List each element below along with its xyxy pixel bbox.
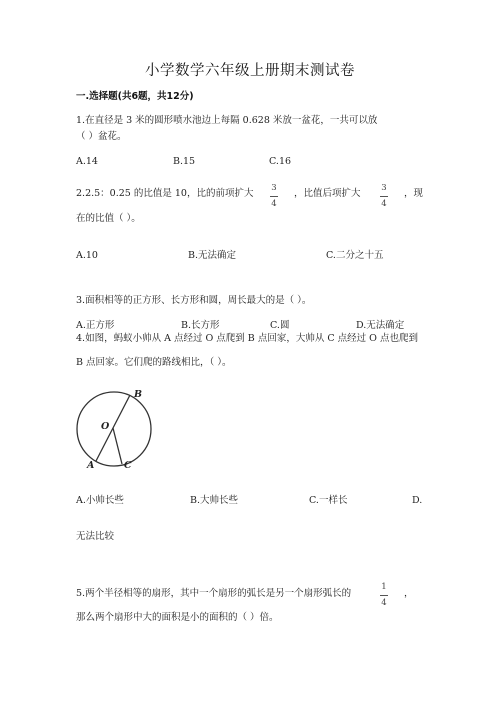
question-text: ，现	[404, 188, 424, 199]
option-b: B.长方形	[181, 320, 220, 331]
page-title: 小学数学六年级上册期末测试卷	[145, 63, 355, 79]
option-b: B.15	[173, 156, 196, 167]
section-heading: 一.选择题(共6题，共12分)	[76, 91, 194, 102]
fraction-bar	[380, 196, 388, 197]
question-text: 在的比值（ ）。	[76, 213, 141, 224]
question-text: 1.在直径是 3 米的圆形喷水池边上每隔 0.628 米放一盆花，一共可以放	[76, 115, 378, 126]
point-label-b: B	[134, 389, 143, 400]
fraction	[380, 583, 388, 607]
option-c: C.16	[269, 156, 292, 167]
question-text: 3.面积相等的正方形、长方形和圆，周长最大的是（ ）。	[76, 295, 312, 306]
fraction-numerator: 3	[271, 183, 277, 193]
option-c: C.二分之十五	[326, 250, 384, 261]
option-a: A.10	[76, 250, 98, 261]
question-text: 2.2.5：0.25 的比值是 10，比的前项扩大	[76, 188, 254, 199]
question-text: 4.如图，蚂蚁小帅从 A 点经过 O 点爬到 B 点回家，大帅从 C 点经过 O 点也爬到	[76, 333, 418, 344]
option-d: D.无法确定	[356, 320, 405, 331]
fraction-bar	[270, 196, 278, 197]
circle-diagram	[70, 384, 180, 474]
question-text: （ ）盆花。	[76, 131, 127, 142]
point-label-o: O	[101, 421, 110, 432]
circle	[77, 392, 151, 466]
option-b: B.大帅长些	[190, 495, 239, 506]
point-label-c: C	[124, 460, 132, 471]
fraction-numerator: 1	[381, 582, 387, 592]
fraction	[270, 184, 278, 208]
fraction-denominator: 4	[381, 597, 387, 608]
question-text: ，比值后项扩大	[294, 188, 361, 199]
question-text: 5.两个半径相等的扇形，其中一个扇形的弧长是另一个扇形弧长的	[76, 588, 352, 599]
question-text: 那么两个扇形中大的面积是小的面积的（ ）倍。	[76, 612, 279, 623]
point-label-a: A	[87, 460, 95, 471]
fraction-numerator: 3	[381, 183, 387, 193]
option-b: B.无法确定	[188, 250, 237, 261]
option-c: C.圆	[270, 320, 290, 331]
question-text: ，	[404, 588, 414, 599]
question-text: B 点回家。它们爬的路线相比，（ ）。	[76, 357, 232, 368]
option-a: A.小帅长些	[76, 495, 124, 506]
fraction-bar	[380, 595, 388, 596]
option-d: D.	[412, 495, 423, 506]
fraction-denominator: 4	[381, 198, 387, 209]
option-a: A.14	[76, 156, 98, 167]
fraction	[380, 184, 388, 208]
radius-line	[113, 428, 122, 464]
fraction-denominator: 4	[271, 198, 277, 209]
option-d-continued: 无法比较	[76, 531, 115, 542]
option-c: C.一样长	[309, 495, 348, 506]
option-a: A.正方形	[76, 320, 115, 331]
